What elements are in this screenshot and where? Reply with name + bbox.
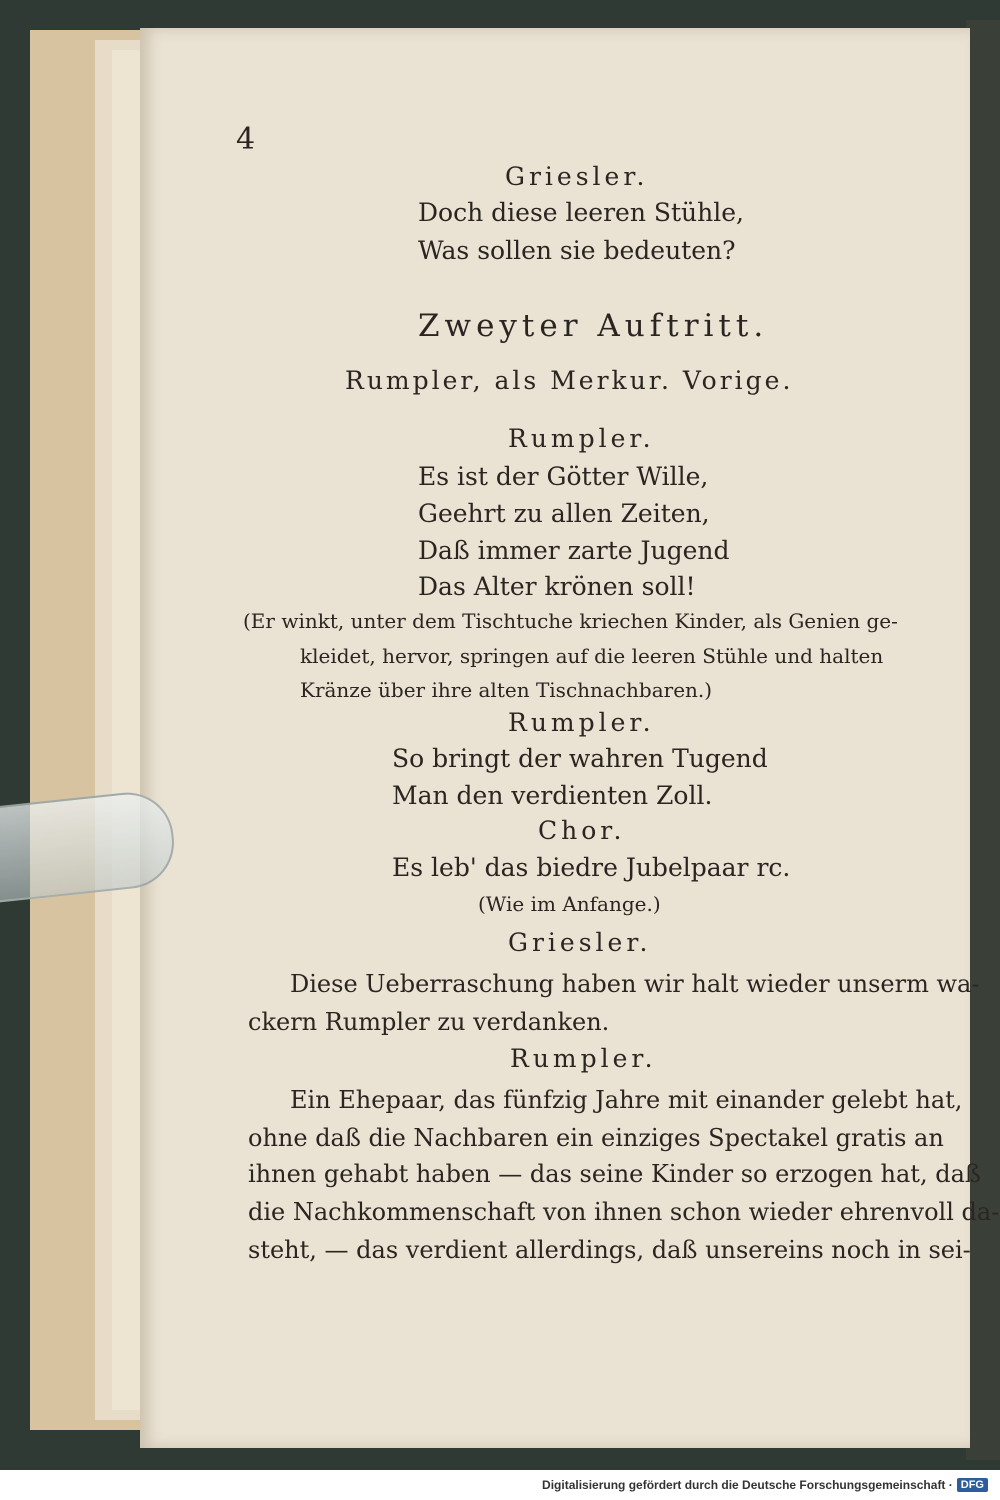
footer-bar [0,1470,1000,1500]
verse-line: Geehrt zu allen Zeiten, [418,499,710,528]
prose-line: Diese Ueberraschung haben wir halt wieder unserm wa- [290,970,980,998]
verse-line: Es leb' das biedre Jubelpaar rc. [392,853,791,882]
prose-line: ohne daß die Nachbaren ein einziges Spectakel gratis an [248,1124,944,1152]
speaker-griesler: Griesler. [508,928,652,957]
speaker-chor: Chor. [538,816,626,845]
scan-background-right [966,20,1000,1460]
stage-direction-line: (Er winkt, unter dem Tischtuche kriechen Kinder, als Genien ge- [243,609,898,633]
speaker-rumpler: Rumpler. [508,424,655,453]
speaker-griesler: Griesler. [505,162,649,191]
prose-line: Ein Ehepaar, das fünfzig Jahre mit einander gelebt hat, [290,1086,963,1114]
prose-line: die Nachkommenschaft von ihnen schon wieder ehrenvoll da- [248,1198,1000,1226]
speaker-rumpler: Rumpler. [510,1044,657,1073]
verse-line: Was sollen sie bedeuten? [418,236,736,265]
prose-line: steht, — das verdient allerdings, daß unsereins noch in sei- [248,1236,971,1264]
stage-direction-line: kleidet, hervor, springen auf die leeren Stühle und halten [300,644,884,668]
verse-line: Man den verdienten Zoll. [392,781,713,810]
speaker-rumpler: Rumpler. [508,708,655,737]
verse-line: Es ist der Götter Wille, [418,462,709,491]
verse-line: Doch diese leeren Stühle, [418,198,745,227]
page-number: 4 [236,122,256,157]
verse-line: Das Alter krönen soll! [418,572,696,601]
scene-heading: Zweyter Auftritt. [418,308,769,344]
prose-line: ihnen gehabt haben — das seine Kinder so erzogen hat, daß [248,1160,981,1188]
stage-direction-line: Kränze über ihre alten Tischnachbaren.) [300,678,713,702]
dfg-logo: DFG [957,1478,988,1492]
footer-credit: Digitalisierung gefördert durch die Deutsche Forschungsgemeinschaft · [542,1478,953,1492]
scene-cast: Rumpler, als Merkur. Vorige. [345,366,794,395]
verse-line: So bringt der wahren Tugend [392,744,768,773]
verse-line: Daß immer zarte Jugend [418,536,730,565]
prose-line: ckern Rumpler zu verdanken. [248,1008,610,1036]
stage-direction: (Wie im Anfange.) [478,892,661,916]
